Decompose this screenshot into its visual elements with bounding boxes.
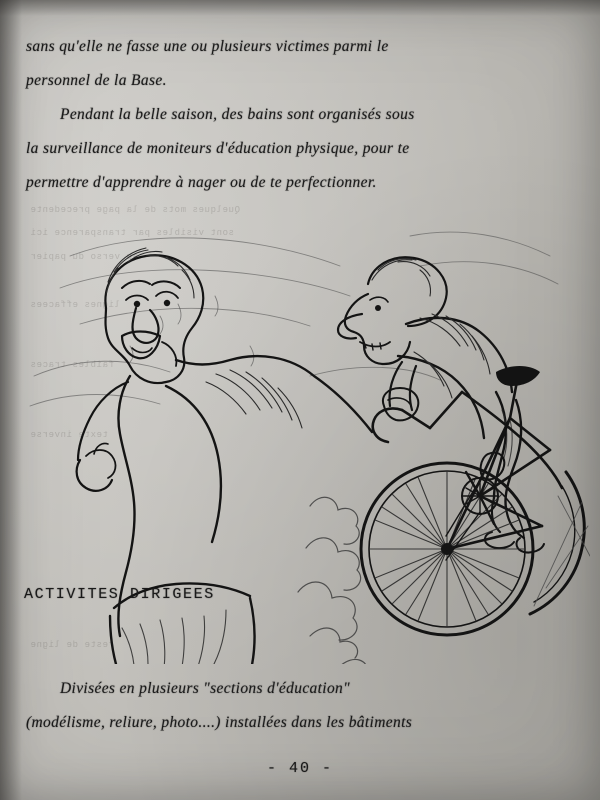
show-through-line: texte inverse [30, 430, 109, 440]
show-through-line: lignes effacees [30, 300, 121, 310]
sweat-cloud [298, 497, 368, 664]
page-number: - 40 - [266, 760, 333, 777]
text-line: la surveillance de moniteurs d'éducation physique, pour te [26, 140, 410, 157]
show-through-line: faibles traces [30, 360, 115, 370]
body-text-bottom [26, 672, 574, 740]
text-line: (modélisme, reliure, photo....) installées dans les bâtiments [26, 714, 413, 731]
text-line: personnel de la Base. [26, 72, 167, 89]
section-heading: ACTIVITES DIRIGEES [24, 586, 215, 603]
body-text-top [26, 30, 574, 200]
text-line: Divisées en plusieurs "sections d'éducation" [60, 680, 351, 697]
show-through-line: reste de ligne [30, 640, 115, 650]
show-through-line: au verso du papier [30, 252, 139, 262]
text-line: sans qu'elle ne fasse une ou plusieurs victimes parmi le [26, 38, 389, 55]
text-line: Pendant la belle saison, des bains sont organisés sous [60, 106, 415, 123]
background-texture [30, 232, 558, 406]
show-through-line: Quelques mots de la page precedente [30, 205, 241, 215]
text-line: permettre d'apprendre à nager ou de te perfectionner. [26, 174, 377, 191]
show-through-line: sont visibles par transparence ici [30, 228, 235, 238]
scan-top-shadow [0, 0, 600, 16]
